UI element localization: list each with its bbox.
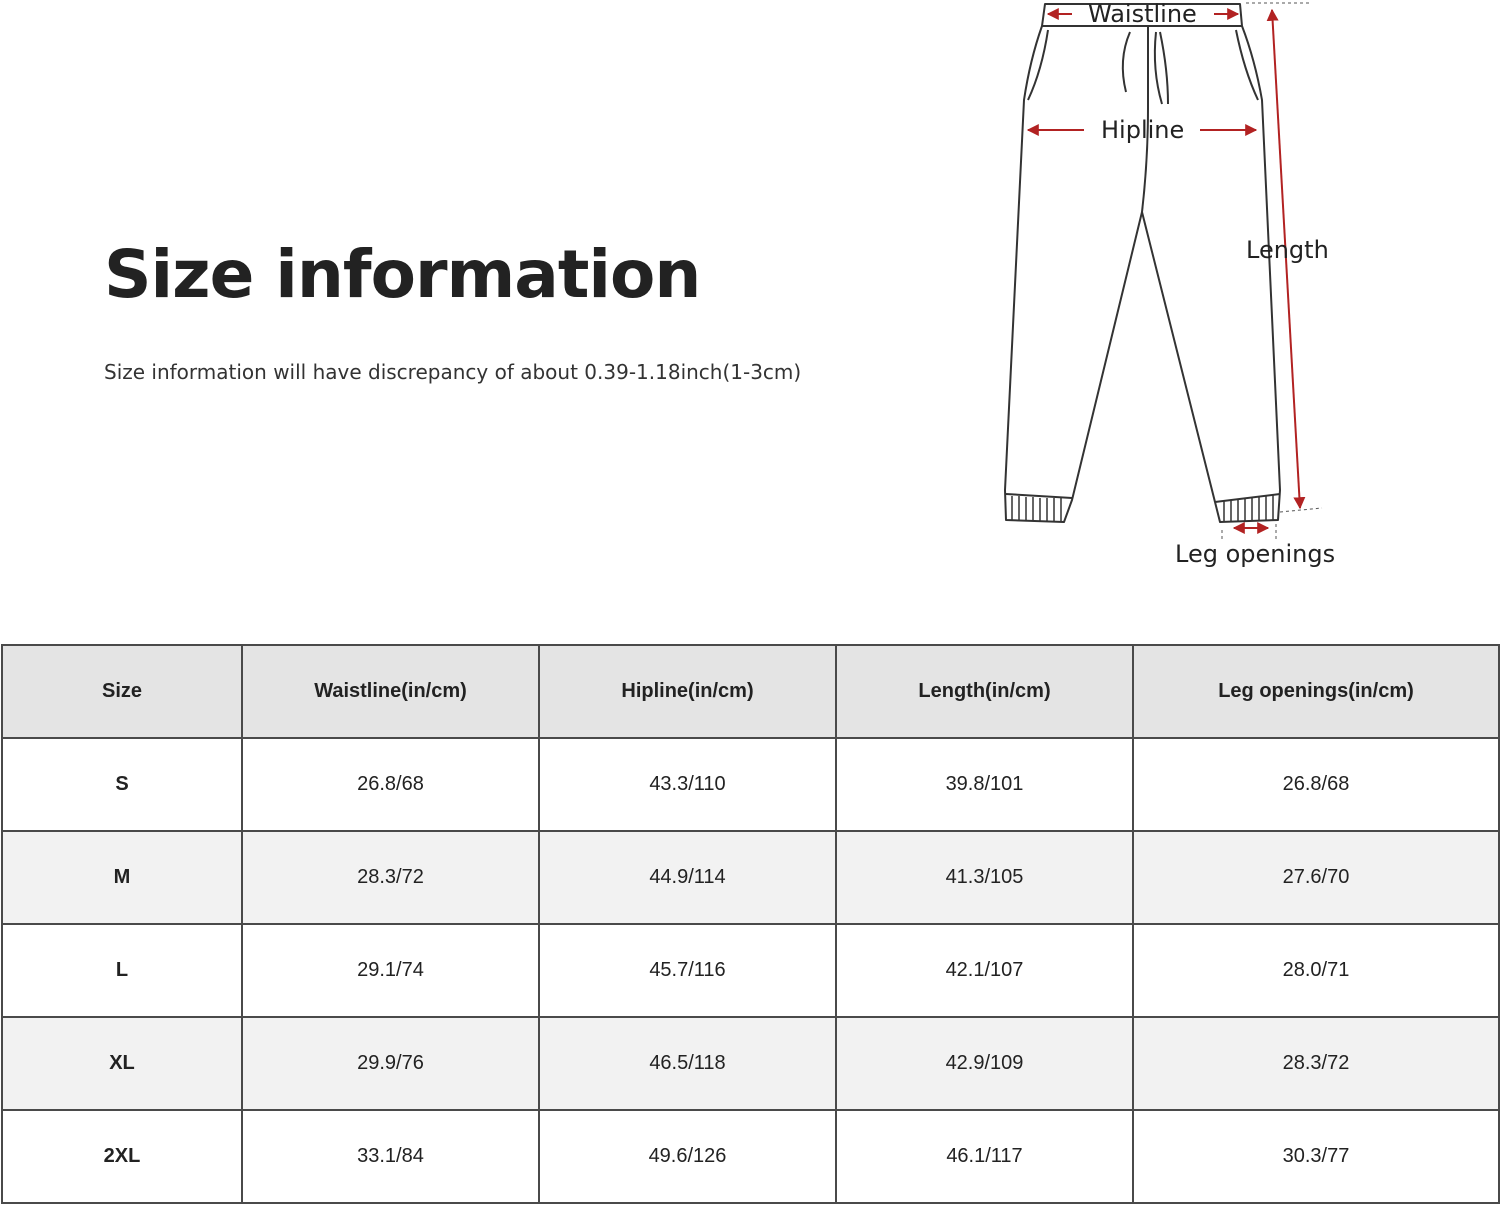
leg-openings-cell: 26.8/68 <box>1133 738 1499 831</box>
waistline-cell: 29.9/76 <box>242 1017 539 1110</box>
hipline-cell: 46.5/118 <box>539 1017 836 1110</box>
table-header-row <box>2 645 1499 738</box>
header-waistline: Waistline(in/cm) <box>242 645 539 738</box>
length-cell: 41.3/105 <box>836 831 1133 924</box>
size-chart-table <box>1 644 1500 1204</box>
hipline-cell: 44.9/114 <box>539 831 836 924</box>
hipline-label: Hipline <box>1101 116 1185 144</box>
size-cell: L <box>2 924 242 1017</box>
table-row <box>2 924 1499 1017</box>
hipline-cell: 45.7/116 <box>539 924 836 1017</box>
measurement-guides <box>1222 3 1322 540</box>
leg-openings-label: Leg openings <box>1175 540 1336 568</box>
size-cell: M <box>2 831 242 924</box>
length-label: Length <box>1246 236 1329 264</box>
page-title: Size information <box>104 236 701 313</box>
pants-measurement-diagram <box>990 0 1380 580</box>
header-leg-openings: Leg openings(in/cm) <box>1133 645 1499 738</box>
length-cell: 42.9/109 <box>836 1017 1133 1110</box>
size-cell: XL <box>2 1017 242 1110</box>
header-size: Size <box>2 645 242 738</box>
size-cell: 2XL <box>2 1110 242 1203</box>
table-row <box>2 738 1499 831</box>
hipline-cell: 43.3/110 <box>539 738 836 831</box>
hipline-cell: 49.6/126 <box>539 1110 836 1203</box>
waistline-cell: 33.1/84 <box>242 1110 539 1203</box>
length-cell: 46.1/117 <box>836 1110 1133 1203</box>
length-cell: 39.8/101 <box>836 738 1133 831</box>
leg-openings-cell: 28.3/72 <box>1133 1017 1499 1110</box>
table-row <box>2 831 1499 924</box>
pants-outline <box>1005 4 1280 522</box>
length-cell: 42.1/107 <box>836 924 1133 1017</box>
table-row <box>2 1110 1499 1203</box>
waistline-label: Waistline <box>1088 0 1197 28</box>
size-discrepancy-note: Size information will have discrepancy of about 0.39-1.18inch(1-3cm) <box>104 360 802 384</box>
waistline-cell: 28.3/72 <box>242 831 539 924</box>
leg-openings-cell: 30.3/77 <box>1133 1110 1499 1203</box>
leg-openings-cell: 28.0/71 <box>1133 924 1499 1017</box>
header-length: Length(in/cm) <box>836 645 1133 738</box>
table-row <box>2 1017 1499 1110</box>
size-cell: S <box>2 738 242 831</box>
header-hipline: Hipline(in/cm) <box>539 645 836 738</box>
leg-openings-cell: 27.6/70 <box>1133 831 1499 924</box>
waistline-cell: 29.1/74 <box>242 924 539 1017</box>
waistline-cell: 26.8/68 <box>242 738 539 831</box>
